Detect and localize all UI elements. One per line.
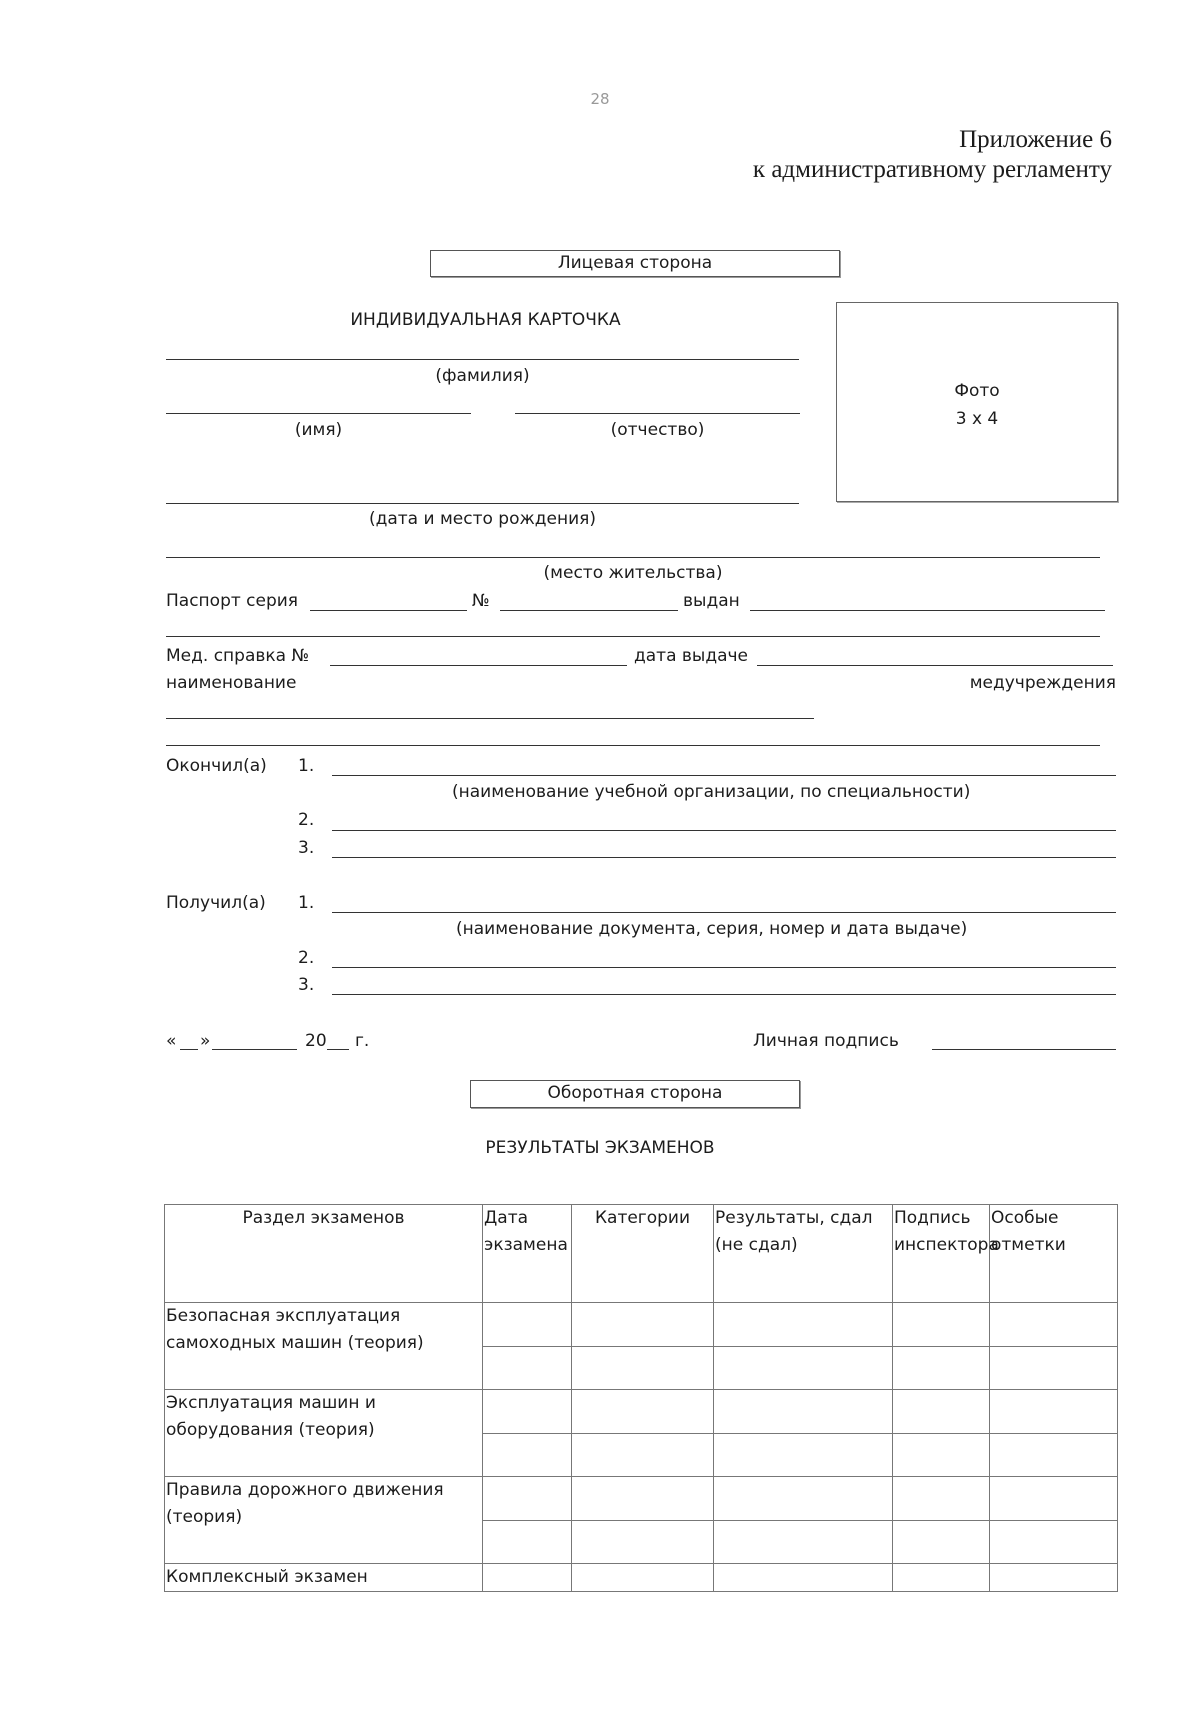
table-cell[interactable]: [990, 1434, 1118, 1477]
header-exam-date: Дата экзамена: [483, 1205, 572, 1303]
appendix-title: [753, 125, 1112, 185]
received-line-2[interactable]: [332, 967, 1116, 968]
table-cell[interactable]: [990, 1303, 1118, 1347]
med-name-field[interactable]: [166, 718, 814, 719]
header-inspector-signature: Подпись инспектора: [893, 1205, 990, 1303]
graduated-num-1: 1.: [298, 756, 315, 776]
section-machine-operation: Эксплуатация машин и оборудования (теория): [165, 1390, 483, 1477]
table-cell[interactable]: [483, 1303, 572, 1347]
received-num-1: 1.: [298, 893, 315, 913]
med-cert-field[interactable]: [330, 665, 627, 666]
signature-label: Личная подпись: [753, 1031, 899, 1051]
photo-size: 3 х 4: [955, 409, 999, 429]
table-cell[interactable]: [990, 1521, 1118, 1564]
received-hint: (наименование документа, серия, номер и дата выдаче): [456, 919, 968, 939]
table-row: [165, 1303, 1118, 1347]
passport-extra-line[interactable]: [166, 636, 1100, 637]
patronymic-hint: (отчество): [610, 420, 705, 440]
date-open-quote: «: [166, 1031, 177, 1051]
date-day-field[interactable]: [180, 1049, 198, 1050]
appendix-line-1: Приложение 6: [959, 126, 1112, 153]
received-label: Получил(а): [166, 893, 266, 913]
table-cell[interactable]: [893, 1521, 990, 1564]
table-cell[interactable]: [483, 1390, 572, 1434]
table-cell[interactable]: [893, 1347, 990, 1390]
header-categories: Категории: [572, 1205, 714, 1303]
graduated-line-3[interactable]: [332, 857, 1116, 858]
table-cell[interactable]: [714, 1521, 893, 1564]
table-cell[interactable]: [893, 1477, 990, 1521]
graduated-num-3: 3.: [298, 838, 315, 858]
back-side-label: Оборотная сторона: [470, 1080, 800, 1108]
table-row: [165, 1477, 1118, 1521]
birth-hint: (дата и место рождения): [368, 509, 597, 529]
date-year-prefix: 20: [305, 1031, 327, 1051]
table-cell[interactable]: [893, 1390, 990, 1434]
surname-line[interactable]: [166, 359, 799, 360]
appendix-line-2: к административному регламенту: [752, 156, 1112, 183]
date-month-field[interactable]: [212, 1049, 297, 1050]
section-traffic-rules: Правила дорожного движения (теория): [165, 1477, 483, 1564]
passport-issued-label: выдан: [683, 591, 740, 611]
table-cell[interactable]: [714, 1434, 893, 1477]
received-num-3: 3.: [298, 975, 315, 995]
residence-hint: (место жительства): [543, 563, 723, 583]
med-institution-label: медучреждения: [969, 673, 1116, 693]
date-year-field[interactable]: [327, 1049, 349, 1050]
date-year-suffix: г.: [355, 1031, 370, 1051]
photo-label: Фото: [954, 381, 1000, 401]
birth-line[interactable]: [166, 503, 799, 504]
section-safe-operation: Безопасная эксплуатация самоходных машин (теория): [165, 1303, 483, 1390]
table-cell[interactable]: [483, 1564, 572, 1592]
table-cell[interactable]: [714, 1347, 893, 1390]
table-cell[interactable]: [714, 1303, 893, 1347]
passport-number-label: №: [472, 591, 490, 611]
table-cell[interactable]: [893, 1303, 990, 1347]
results-title: РЕЗУЛЬТАТЫ ЭКЗАМЕНОВ: [485, 1138, 715, 1158]
patronymic-line[interactable]: [515, 413, 800, 414]
med-issue-date-label: дата выдаче: [634, 646, 749, 666]
table-cell[interactable]: [990, 1390, 1118, 1434]
name-hint: (имя): [294, 420, 343, 440]
table-cell[interactable]: [990, 1564, 1118, 1592]
received-num-2: 2.: [298, 948, 315, 968]
table-cell[interactable]: [893, 1564, 990, 1592]
table-cell[interactable]: [483, 1477, 572, 1521]
header-special-notes: Особые отметки: [990, 1205, 1118, 1303]
received-line-3[interactable]: [332, 994, 1116, 995]
header-section: Раздел экзаменов: [165, 1205, 483, 1303]
table-cell[interactable]: [572, 1477, 714, 1521]
page-number: 28: [590, 90, 610, 108]
table-cell[interactable]: [572, 1390, 714, 1434]
table-cell[interactable]: [893, 1434, 990, 1477]
table-cell[interactable]: [572, 1347, 714, 1390]
med-issue-date-field[interactable]: [757, 665, 1113, 666]
passport-issued-field[interactable]: [750, 610, 1105, 611]
table-cell[interactable]: [714, 1564, 893, 1592]
card-title: ИНДИВИДУАЛЬНАЯ КАРТОЧКА: [350, 310, 621, 330]
table-cell[interactable]: [990, 1347, 1118, 1390]
table-cell[interactable]: [572, 1303, 714, 1347]
date-close-quote: »: [200, 1031, 211, 1051]
table-cell[interactable]: [572, 1521, 714, 1564]
section-complex-exam: Комплексный экзамен: [165, 1564, 483, 1592]
table-cell[interactable]: [990, 1477, 1118, 1521]
received-line-1[interactable]: [332, 912, 1116, 913]
graduated-hint: (наименование учебной организации, по специальности): [452, 782, 971, 802]
table-cell[interactable]: [572, 1564, 714, 1592]
table-cell[interactable]: [572, 1434, 714, 1477]
photo-box: [836, 302, 1118, 502]
med-cert-label: Мед. справка №: [166, 646, 310, 666]
graduated-line-1[interactable]: [332, 775, 1116, 776]
surname-hint: (фамилия): [435, 366, 530, 386]
passport-series-label: Паспорт серия: [166, 591, 299, 611]
graduated-label: Окончил(а): [166, 756, 267, 776]
residence-line[interactable]: [166, 557, 1100, 558]
graduated-line-2[interactable]: [332, 830, 1116, 831]
table-cell[interactable]: [483, 1434, 572, 1477]
front-side-label: Лицевая сторона: [430, 250, 840, 277]
table-row: [165, 1564, 1118, 1592]
table-cell[interactable]: [483, 1347, 572, 1390]
passport-number-field[interactable]: [500, 610, 678, 611]
table-row: [165, 1390, 1118, 1434]
header-results: Результаты, сдал (не сдал): [714, 1205, 893, 1303]
med-extra-line[interactable]: [166, 745, 1100, 746]
table-cell[interactable]: [714, 1390, 893, 1434]
passport-series-field[interactable]: [310, 610, 467, 611]
exam-results-table: [164, 1204, 1118, 1592]
table-cell[interactable]: [483, 1521, 572, 1564]
med-name-label: наименование: [166, 673, 297, 693]
table-header-row: [165, 1205, 1118, 1303]
graduated-num-2: 2.: [298, 810, 315, 830]
signature-field[interactable]: [932, 1049, 1116, 1050]
table-cell[interactable]: [714, 1477, 893, 1521]
name-line[interactable]: [166, 413, 471, 414]
